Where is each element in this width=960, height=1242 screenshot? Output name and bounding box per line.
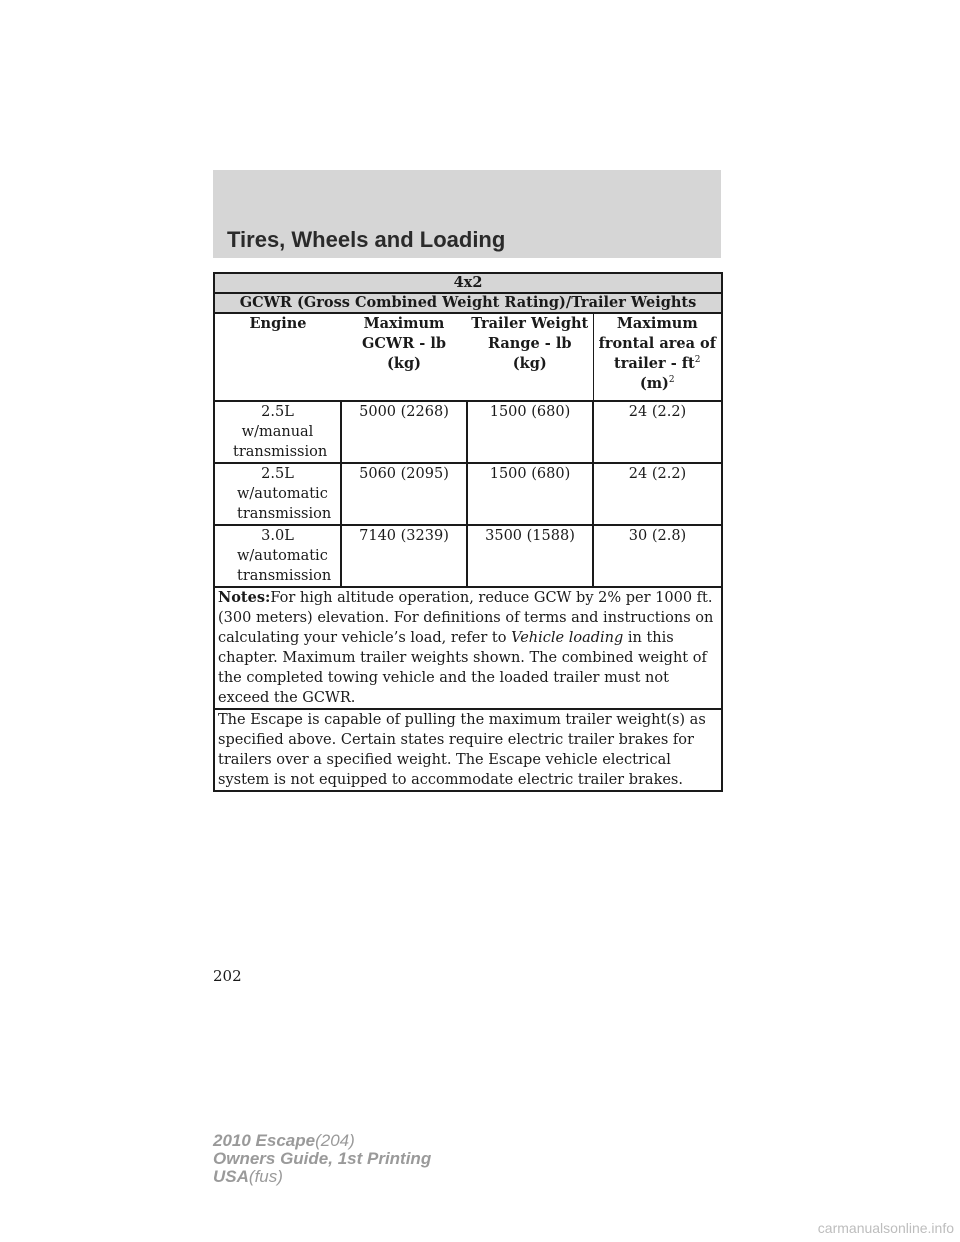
cell-area: 30 (2.8) <box>593 525 722 587</box>
trailer-weight-table <box>213 272 723 792</box>
notes-text-continued: in this chapter. Maximum trailer weights shown. The combined weight of the completed towing vehicle and the loaded trailer must not exceed the GCWR. <box>218 630 707 706</box>
table-row <box>214 401 722 463</box>
page-number: 202 <box>213 967 242 985</box>
notes-text: For high altitude operation, reduce GCW by 2% per 1000 ft. (300 meters) elevation. For definitions of terms and instructions on calculating your vehicle’s load, refer to <box>218 590 714 646</box>
footer-model-code: (204) <box>315 1131 355 1150</box>
cell-gcwr: 7140 (3239) <box>341 525 467 587</box>
cell-gcwr: 5000 (2268) <box>341 401 467 463</box>
notes-cell <box>214 587 722 709</box>
escape-note-row <box>214 709 722 791</box>
cell-area: 24 (2.2) <box>593 463 722 525</box>
footer-line-model <box>213 1132 431 1150</box>
cell-area: 24 (2.2) <box>593 401 722 463</box>
col-engine: Engine <box>214 313 341 401</box>
section-title: Tires, Wheels and Loading <box>227 227 506 252</box>
footer-market-code: (fus) <box>248 1167 283 1186</box>
table-subtitle-row <box>214 293 722 313</box>
superscript-two: 2 <box>694 355 701 366</box>
notes-label: Notes: <box>218 589 271 606</box>
cell-trailer: 1500 (680) <box>467 401 593 463</box>
table-row <box>214 525 722 587</box>
col-frontal-area-unit: (m) <box>639 375 669 392</box>
section-header <box>213 170 721 258</box>
vehicle-loading-reference: Vehicle loading <box>511 630 624 646</box>
table-title-row <box>214 273 722 293</box>
cell-gcwr: 5060 (2095) <box>341 463 467 525</box>
superscript-two: 2 <box>668 375 675 386</box>
footer-market: USA <box>213 1167 249 1186</box>
cell-trailer: 3500 (1588) <box>467 525 593 587</box>
cell-engine: 3.0L w/automatic transmission <box>214 525 341 587</box>
cell-engine: 2.5L w/manual transmission <box>214 401 341 463</box>
notes-row <box>214 587 722 709</box>
table-title: 4x2 <box>214 273 722 293</box>
footer-line-guide: Owners Guide, 1st Printing <box>213 1149 432 1168</box>
cell-trailer: 1500 (680) <box>467 463 593 525</box>
table-row <box>214 463 722 525</box>
col-frontal-area-text: Maximum frontal area of trailer - ft <box>598 315 716 372</box>
col-trailer-weight: Trailer Weight Range - lb (kg) <box>467 313 593 401</box>
column-header-row <box>214 313 722 401</box>
footer-line-market <box>213 1168 431 1186</box>
footer-model: 2010 Escape <box>213 1131 316 1150</box>
col-frontal-area <box>593 313 722 401</box>
table-subtitle: GCWR (Gross Combined Weight Rating)/Trailer Weights <box>214 293 722 313</box>
col-gcwr: Maximum GCWR - lb (kg) <box>361 315 447 372</box>
cell-engine: 2.5L w/automatic transmission <box>214 463 341 525</box>
escape-note: The Escape is capable of pulling the maximum trailer weight(s) as specified above. Certain states require electric trailer brakes for trailers over a specified weight. The Escape vehicle electrical system is not equipped to accommodate electric trailer brakes. <box>214 709 722 791</box>
footer <box>213 1132 431 1186</box>
watermark: carmanualsonline.info <box>817 1220 954 1236</box>
